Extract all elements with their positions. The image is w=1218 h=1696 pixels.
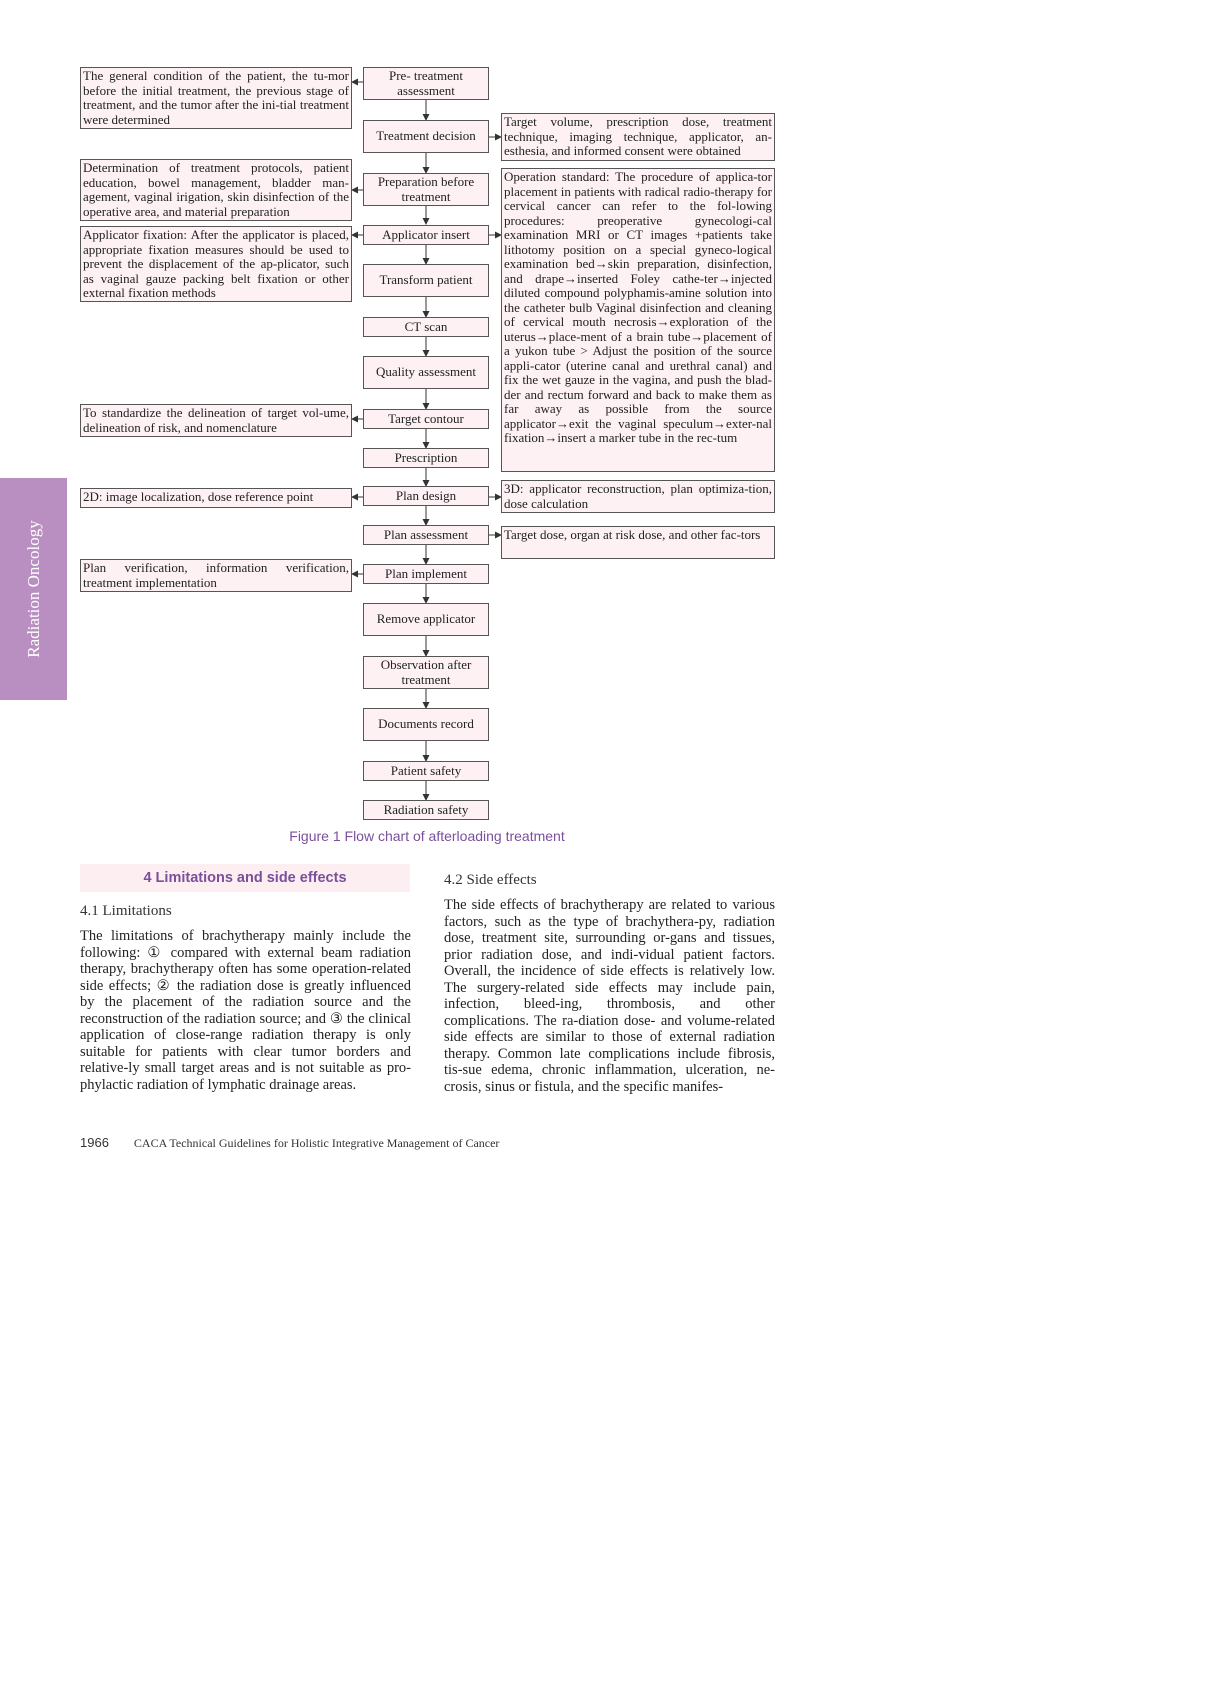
step-plan-implement: Plan implement: [363, 564, 489, 584]
step-preparation: Preparation before treatment: [363, 173, 489, 206]
step-remove-applicator: Remove applicator: [363, 603, 489, 636]
note-3d-reconstruction: 3D: applicator reconstruction, plan optimiza-tion, dose calculation: [501, 480, 775, 513]
step-observation: Observation after treatment: [363, 656, 489, 689]
note-treatment-protocols: Determination of treatment protocols, patient education, bowel management, bladder man-agement, vaginal irigation, skin disinfection of the operative area, and material preparation: [80, 159, 352, 221]
step-target-contour: Target contour: [363, 409, 489, 429]
note-general-condition: The general condition of the patient, the tu-mor before the initial treatment, the previous stage of treatment, and the tumor after the ini-tial treatment were determined: [80, 67, 352, 129]
limitations-paragraph: The limitations of brachytherapy mainly include the following: ① compared with external beam radiation therapy, brachytherapy often has some operation-related side effects; ② the radiation dose is greatly influenced by the placement of the radiation source and the reconstruction of the radiation source; and ③ the clinical application of close-range radiation therapy is only suitable for patients with clear tumor borders and relative-ly small target areas and is not suitable as pro-phylactic radiation of lymphatic drainage areas.: [80, 928, 411, 1093]
step-quality-assessment: Quality assessment: [363, 356, 489, 389]
page-number: 1966: [80, 1135, 109, 1150]
step-transform-patient: Transform patient: [363, 264, 489, 297]
step-patient-safety: Patient safety: [363, 761, 489, 781]
step-pre-treatment-assessment: Pre- treatment assessment: [363, 67, 489, 100]
section-heading: 4 Limitations and side effects: [80, 864, 410, 892]
step-prescription: Prescription: [363, 448, 489, 468]
step-treatment-decision: Treatment decision: [363, 120, 489, 153]
note-target-dose: Target dose, organ at risk dose, and other fac-tors: [501, 526, 775, 559]
step-ct-scan: CT scan: [363, 317, 489, 337]
side-effects-title: 4.2 Side effects: [444, 872, 537, 888]
step-plan-design: Plan design: [363, 486, 489, 506]
note-target-volume: Target volume, prescription dose, treatment technique, imaging technique, applicator, an-esthesia, and informed consent were obtained: [501, 113, 775, 161]
footer-title: CACA Technical Guidelines for Holistic Integrative Management of Cancer: [133, 1136, 500, 1150]
side-tab-label: Radiation Oncology: [23, 520, 43, 658]
note-operation-standard: Operation standard: The procedure of applica-tor placement in patients with radical radio-therapy for cervical cancer can refer to the fol-lowing procedures: preoperative gynecologi-cal examination MRI or CT images +patients take lithotomy position on a special gyneco-logical examination bed→skin preparation, disinfection, and drape→inserted Foley cathe-ter→injected diluted compound polyphamis-amine solution into the catheter bulb Vaginal disinfection and cleaning of cervical mouth necrosis→exploration of the uterus→place-ment of a brain tube→placement of a yukon tube > Adjust the position of the source appli-cator (uterine canal and urethral canal) and fix the wet gauze in the vagina, and push the blad-der and rectum forward and back to make them as far away as possible from the source applicator→exit the vaginal speculum→exter-nal fixation→insert a marker tube in the rec-tum: [501, 168, 775, 472]
step-plan-assessment: Plan assessment: [363, 525, 489, 545]
step-applicator-insert: Applicator insert: [363, 225, 489, 245]
note-plan-verification: Plan verification, information verification, treatment implementation: [80, 559, 352, 592]
page-footer: [80, 1135, 499, 1151]
limitations-title: 4.1 Limitations: [80, 903, 172, 919]
figure-caption: Figure 1 Flow chart of afterloading treatment: [289, 828, 565, 844]
note-standardize-delineation: To standardize the delineation of target vol-ume, delineation of risk, and nomenclature: [80, 404, 352, 437]
step-documents-record: Documents record: [363, 708, 489, 741]
note-applicator-fixation: Applicator fixation: After the applicator is placed, appropriate fixation measures should be used to prevent the displacement of the ap-plicator, such as vaginal gauze packing belt fixation or other external fixation methods: [80, 226, 352, 302]
step-radiation-safety: Radiation safety: [363, 800, 489, 820]
side-effects-paragraph: The side effects of brachytherapy are related to various factors, such as the type of brachythera-py, radiation dose, treatment site, surrounding or-gans and tissues, prior radiation dose, and indi-vidual patient factors. Overall, the incidence of side effects is relatively low. The surgery-related side effects may include pain, infection, bleed-ing, thrombosis, and other complications. The ra-diation dose- and volume-related side effects are similar to those of external radiation therapy. Common late complications include fibrosis, tis-sue edema, chronic inflammation, ulceration, ne-crosis, sinus or fistula, and the specific manifes-: [444, 897, 775, 1095]
note-2d-localization: 2D: image localization, dose reference point: [80, 488, 352, 508]
